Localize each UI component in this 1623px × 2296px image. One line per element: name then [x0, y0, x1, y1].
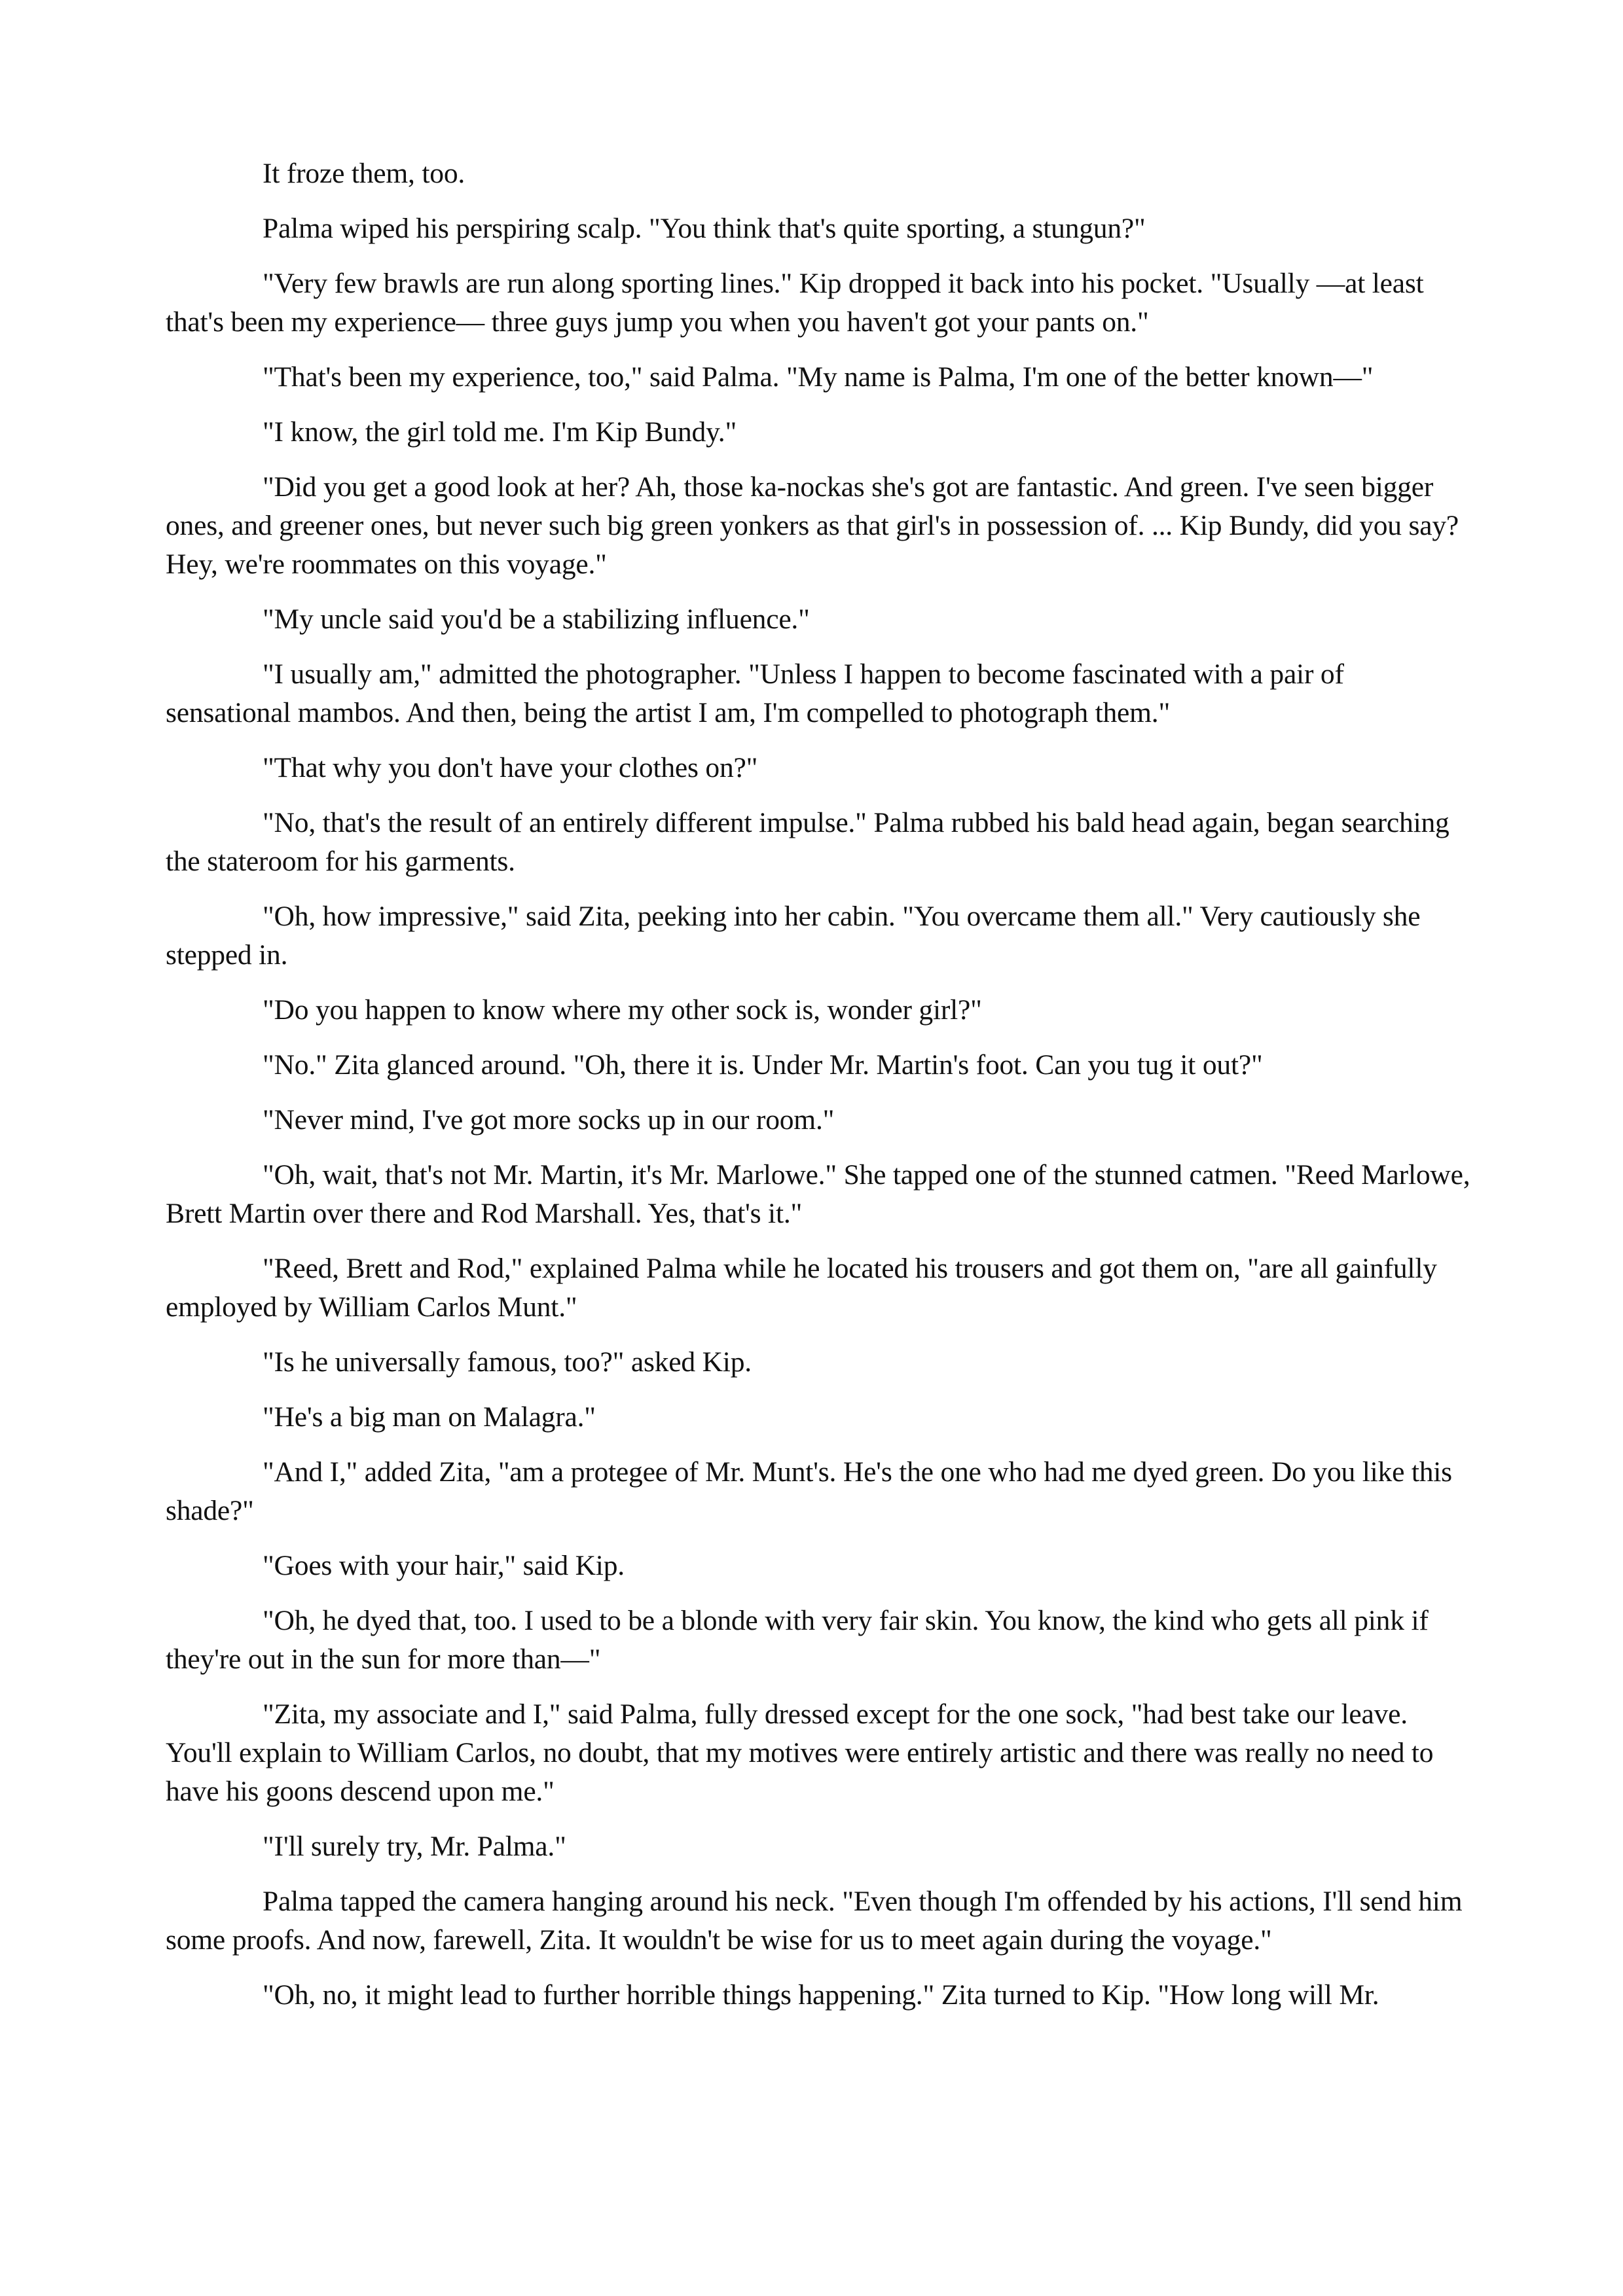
paragraph: "No." Zita glanced around. "Oh, there it is. Under Mr. Martin's foot. Can you tug it out?" — [263, 1049, 1263, 1081]
paragraph: "That why you don't have your clothes on?" — [263, 752, 758, 783]
paragraph: "Never mind, I've got more socks up in our room." — [263, 1104, 835, 1136]
paragraph: "Is he universally famous, too?" asked Kip. — [263, 1346, 752, 1378]
paragraph: "No, that's the result of an entirely different impulse." Palma rubbed his bald head again, began searching the stateroom for his garments. — [166, 807, 1450, 877]
paragraph: "Do you happen to know where my other sock is, wonder girl?" — [263, 994, 982, 1026]
paragraph: "That's been my experience, too," said Palma. "My name is Palma, I'm one of the better known—" — [263, 361, 1374, 393]
paragraph: "My uncle said you'd be a stabilizing influence." — [263, 603, 810, 635]
paragraph: It froze them, too. — [263, 158, 465, 189]
paragraph: "Oh, how impressive," said Zita, peeking into her cabin. "You overcame them all." Very cautiously she stepped in. — [166, 901, 1421, 971]
paragraph: Palma wiped his perspiring scalp. "You think that's quite sporting, a stungun?" — [263, 213, 1146, 244]
paragraph: "I know, the girl told me. I'm Kip Bundy." — [263, 416, 737, 448]
paragraph: "Reed, Brett and Rod," explained Palma while he located his trousers and got them on, "are all gainfully employed by William Carlos Munt." — [166, 1253, 1437, 1323]
paragraph: "Zita, my associate and I," said Palma, fully dressed except for the one sock, "had best take our leave. You'll explain to William Carlos, no doubt, that my motives were entirely artistic and there was really no need to have his goons descend upon me." — [166, 1698, 1434, 1807]
paragraph: "Oh, he dyed that, too. I used to be a blonde with very fair skin. You know, the kind who gets all pink if they're out in the sun for more than—" — [166, 1605, 1429, 1675]
paragraph: "I'll surely try, Mr. Palma." — [263, 1831, 566, 1862]
paragraph: "Very few brawls are run along sporting lines." Kip dropped it back into his pocket. "Usually —at least that's been my experience— three guys jump you when you haven't got your pants on." — [166, 268, 1424, 338]
paragraph: "Goes with your hair," said Kip. — [263, 1550, 625, 1581]
paragraph: "Did you get a good look at her? Ah, those ka-nockas she's got are fantastic. And green. I've seen bigger ones, and greener ones, but never such big green yonkers as that girl's in possession of. ... Kip Bundy, did you say? Hey, we're roommates on this voyage." — [166, 471, 1459, 580]
paragraph: "And I," added Zita, "am a protegee of Mr. Munt's. He's the one who had me dyed green. Do you like this shade?" — [166, 1456, 1452, 1526]
paragraph: "Oh, wait, that's not Mr. Martin, it's Mr. Marlowe." She tapped one of the stunned catmen. "Reed Marlowe, Brett Martin over there and Rod Marshall. Yes, that's it." — [166, 1159, 1470, 1229]
paragraph: "I usually am," admitted the photographer. "Unless I happen to become fascinated with a pair of sensational mambos. And then, being the artist I am, I'm compelled to photograph them." — [166, 658, 1344, 728]
paragraph: "He's a big man on Malagra." — [263, 1401, 596, 1433]
body-text — [166, 154, 1475, 2031]
paragraph: "Oh, no, it might lead to further horrible things happening." Zita turned to Kip. "How long will Mr. — [263, 1979, 1379, 2011]
paragraph: Palma tapped the camera hanging around his neck. "Even though I'm offended by his actions, I'll send him some proofs. And now, farewell, Zita. It wouldn't be wise for us to meet again during the voyage." — [166, 1886, 1463, 1956]
